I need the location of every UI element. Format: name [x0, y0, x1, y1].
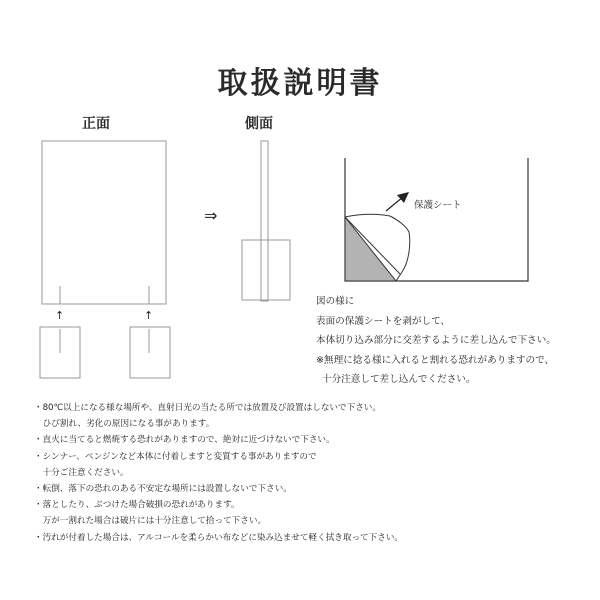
note-line: ひび割れ、劣化の原因になる事があります。 [34, 419, 215, 430]
instructions [316, 292, 556, 390]
instruction-line: 表面の保護シートを剥がして、 [316, 315, 451, 327]
protective-sheet-corner [345, 217, 396, 281]
instruction-line: 本体切り込み部分に交差するように差し込んで下さい。 [316, 335, 556, 346]
side-foot [242, 240, 290, 300]
side-panel [261, 141, 268, 301]
page-title: 取扱説明書 [217, 66, 383, 101]
note-line: ・落としたり、ぶつけた場合破損の恐れがあります。 [34, 500, 240, 511]
peel-arrow-head [397, 192, 409, 203]
front-view-label: 正面 [82, 116, 110, 132]
note-line: ・直火に当てると燃焼する恐れがありますので、絶対に近づけないで下さい。 [34, 435, 335, 446]
note-line: ・80℃以上になる様な場所や、直射日光の当たる所では放置及び設置はしないで下さい。 [34, 403, 381, 413]
instruction-line: 図の様に [316, 296, 355, 307]
direction-arrow-icon: ⇒ [204, 206, 218, 225]
foot-right [130, 327, 170, 378]
peel-arrow-line [386, 197, 403, 211]
side-view-label: 側面 [245, 116, 273, 132]
front-panel [42, 141, 166, 304]
note-line: ・シンナー、ベンジンなど本体に付着しますと変質する事がありますので [34, 451, 317, 462]
note-line: ・汚れが付着した場合は、アルコールを柔らかい布などに染み込ませて軽く拭き取って下さい。 [34, 532, 404, 543]
protective-sheet-label: 保護シート [414, 200, 462, 211]
note-line: 十分ご注意ください。 [34, 467, 129, 478]
instruction-line: 十分注意して差し込んでください。 [322, 374, 476, 385]
caution-notes [34, 400, 594, 546]
note-line: 万が一割れた場合は破片には十分注意して拾って下さい。 [34, 516, 267, 527]
up-arrow-icon-left: ↑ [55, 309, 65, 322]
instruction-line: ※無理に捻る様に入れると割れる恐れがありますので、 [316, 354, 555, 366]
note-line: ・転倒、落下の恐れのある不安定な場所には設置しないで下さい。 [34, 484, 292, 495]
up-arrow-icon-right: ↑ [144, 309, 154, 322]
